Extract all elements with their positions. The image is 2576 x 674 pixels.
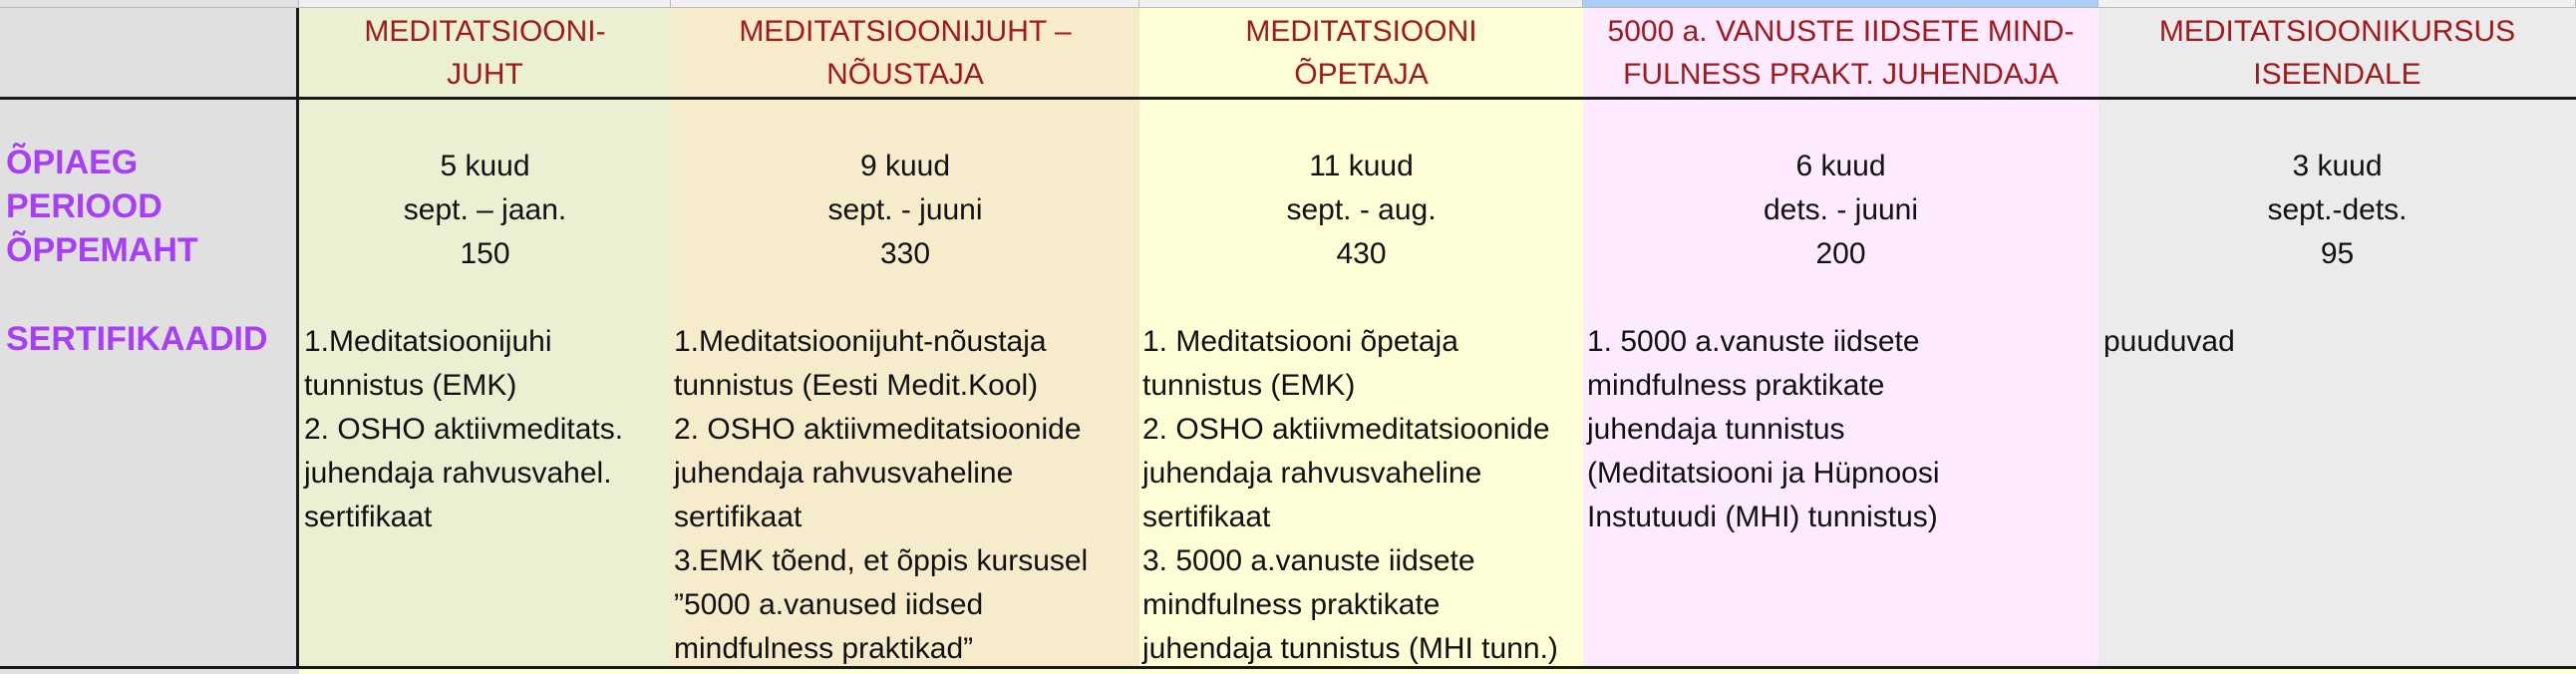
header-cell[interactable]: MEDITATSIOONIKURSUS ISEENDALE [2158,15,2516,91]
certificates-text[interactable]: 1.Meditatsioonijuht-nõustaja tunnistus (Eesti Medit.Kool) 2. OSHO aktiivmeditatsioonide juhendaja rahvusvaheline sertifikaat 3.EMK tõend, et õppis kursusel ”5000 a.vanused iidsed mindfulness praktikad” [674,325,1089,665]
prev-row-cell[interactable] [299,0,671,8]
fee-value[interactable]: 150 [460,237,510,270]
duration-value[interactable]: 9 kuud [859,150,951,182]
fee-value[interactable]: 430 [1336,237,1387,270]
duration-value[interactable]: 5 kuud [440,150,530,182]
certificates-text[interactable]: puuduvad [2103,325,2235,358]
header-cell[interactable]: MEDITATSIOONI- JUHT [364,15,606,91]
header-divider [0,97,2576,100]
fee-value[interactable]: 95 [2320,237,2355,270]
header-cell[interactable]: MEDITATSIOONI ÕPETAJA [1245,15,1477,91]
label-certificates: SERTIFIKAADID [6,320,268,358]
period-value[interactable]: sept. – jaan. [403,193,567,226]
next-row-label-strip[interactable] [0,669,299,674]
label-duration: ÕPIAEG [6,144,139,181]
certificates-text[interactable]: 1. 5000 a.vanuste iidsete mindfulness praktikate juhendaja tunnistus (Meditatsiooni ja Hüpnoosi Instutuudi (MHI) tunnistus) [1587,325,1940,533]
certificates-text[interactable]: 1. Meditatsiooni õpetaja tunnistus (EMK) 2. OSHO aktiivmeditatsioonide juhendaja rahvusvaheline sertifikaat 3. 5000 a.vanuste iidsete mindfulness praktikate juhendaja tunnistus (MHI tunn.) [1142,325,1558,665]
fee-value[interactable]: 330 [879,237,931,270]
prev-row-cell[interactable] [2098,0,2576,8]
prev-row-cell[interactable] [1139,0,1583,8]
prev-row-cell[interactable] [1583,0,2098,8]
header-cell[interactable]: MEDITATSIOONIJUHT – NÕUSTAJA [739,15,1072,91]
label-fee: ÕPPEMAHT [6,231,198,269]
header-cell[interactable]: 5000 a. VANUSTE IIDSETE MIND- FULNESS PRAKT. JUHENDAJA [1607,15,2075,91]
duration-value[interactable]: 3 kuud [2292,150,2383,182]
fee-value[interactable]: 200 [1815,237,1866,270]
period-value[interactable]: sept.-dets. [2267,193,2408,226]
duration-value[interactable]: 11 kuud [1309,150,1414,182]
prev-row-cell[interactable] [0,0,299,8]
duration-value[interactable]: 6 kuud [1795,150,1886,182]
label-period: PERIOOD [6,187,162,225]
period-value[interactable]: sept. - juuni [827,193,983,226]
period-value[interactable]: sept. - aug. [1286,193,1437,226]
certificates-text[interactable]: 1.Meditatsioonijuhi tunnistus (EMK) 2. OSHO aktiivmeditats. juhendaja rahvusvahel. sertifikaat [304,325,624,533]
prev-row-cell[interactable] [671,0,1139,8]
period-value[interactable]: dets. - juuni [1763,193,1919,226]
